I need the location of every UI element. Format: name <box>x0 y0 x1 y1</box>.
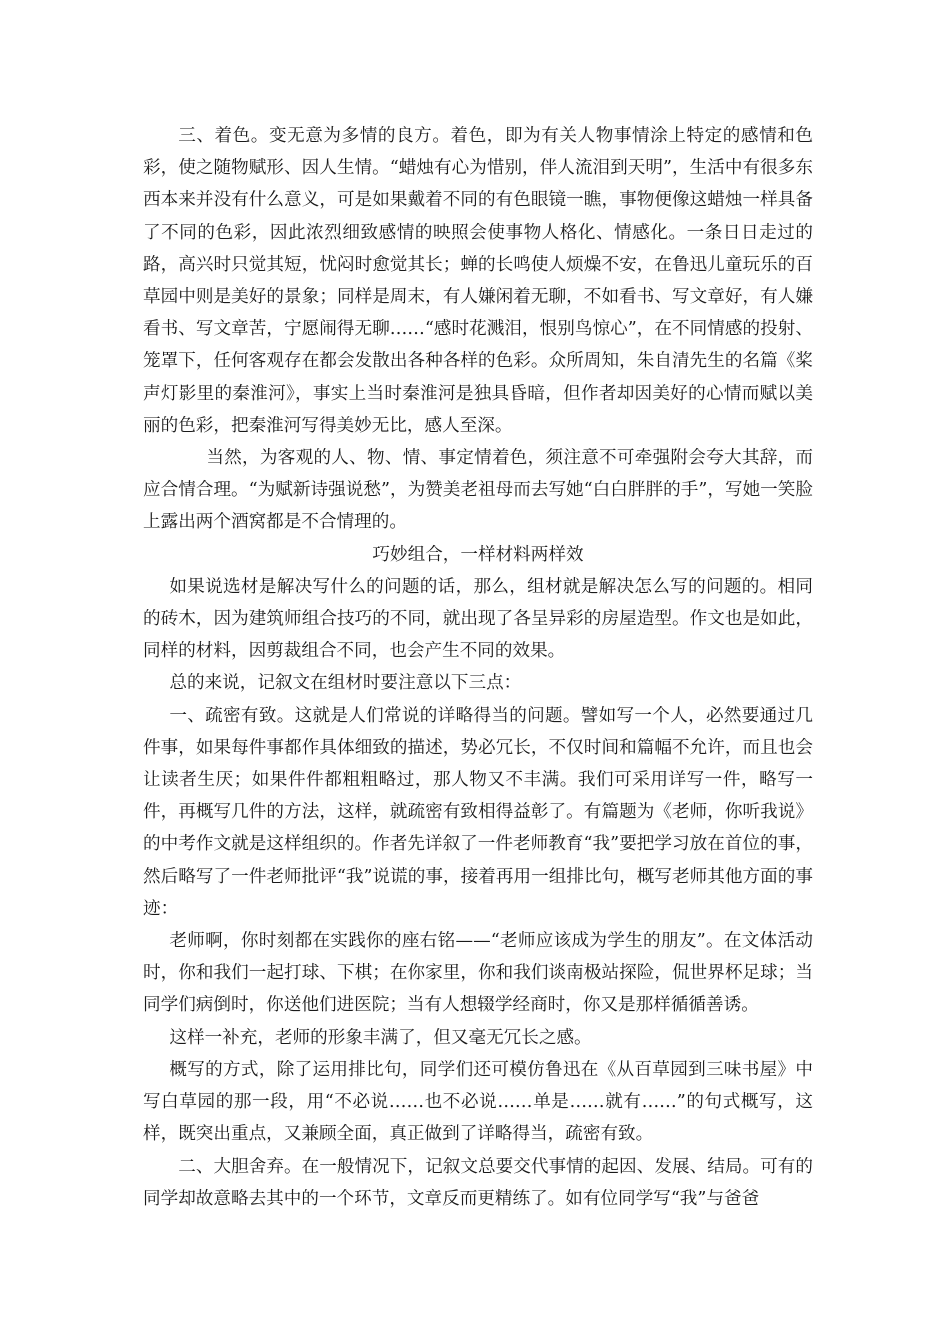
document-body <box>143 120 813 1215</box>
paragraph-summary-method: 概写的方式，除了运用排比句，同学们还可模仿鲁迅在《从百草园到三味书屋》中写白草园的那一段，用“不必说……也不必说……单是……就有……”的句式概写，这样，既突出重点，又兼顾全面，真正做到了详略得当，疏密有致。 <box>143 1059 813 1145</box>
paragraph-teacher-quote: 老师啊，你时刻都在实践你的座右铭——“老师应该成为学生的朋友”。在文体活动时，你和我们一起打球、下棋；在你家里，你和我们谈南极站探险，侃世界杯足球；当同学们病倒时，你送他们进医院；当有人想辍学经商时，你又是那样循循善诱。 <box>143 931 813 1016</box>
section-heading: 巧妙组合，一样材料两样效 <box>372 544 584 565</box>
paragraph-organization-intro: 如果说选材是解决写什么的问题的话，那么，组材就是解决怎么写的问题的。相同的砖木，因为建筑师组合技巧的不同，就出现了各呈异彩的房屋造型。作文也是如此，同样的材料，因剪裁组合不同，也会产生不同的效果。 <box>143 576 813 662</box>
paragraph-three-points: 总的来说，记叙文在组材时要注意以下三点： <box>169 673 522 694</box>
paragraph-supplement: 这样一补充，老师的形象丰满了，但又毫无冗长之感。 <box>169 1027 592 1048</box>
paragraph-bold-omission: 二、大胆舍弃。在一般情况下，记叙文总要交代事情的起因、发展、结局。可有的同学却故意略去其中的一个环节，文章反而更精练了。如有位同学写“我”与爸爸 <box>143 1156 813 1209</box>
paragraph-density: 一、疏密有致。这就是人们常说的详略得当的问题。譬如写一个人，必然要通过几件事，如果每件事都作具体细致的描述，势必冗长，不仅时间和篇幅不允许，而且也会让读者生厌；如果件件都粗粗略过，那人物又不丰满。我们可采用详写一件，略写一件，再概写几件的方法，这样，就疏密有致相得益彰了。有篇题为《老师，你听我说》的中考作文就是这样组织的。作者先详叙了一件老师教育“我”要把学习放在首位的事，然后略写了一件老师批评“我”说谎的事，接着再用一组排比句，概写老师其他方面的事迹： <box>143 705 813 919</box>
paragraph-coloring-caution: 当然，为客观的人、物、情、事定情着色，须注意不可牵强附会夸大其辞，而应合情合理。“为赋新诗强说愁”，为赞美老祖母而去写她“白白胖胖的手”，写她一笑脸上露出两个酒窝都是不合情理的。 <box>143 448 813 533</box>
paragraph-coloring: 三、着色。变无意为多情的良方。着色，即为有关人物事情涂上特定的感情和色彩，使之随物赋形、因人生情。“蜡烛有心为惜别，伴人流泪到天明”，生活中有很多东西本来并没有什么意义，可是如果戴着不同的有色眼镜一瞧，事物便像这蜡烛一样具备了不同的色彩，因此浓烈细致感情的映照会使事物人格化、情感化。一条日日走过的路，高兴时只觉其短，忧闷时愈觉其长；蝉的长鸣使人烦燥不安，在鲁迅儿童玩乐的百草园中则是美好的景象；同样是周末，有人嫌闲着无聊，不如看书、写文章好，有人嫌看书、写文章苦，宁愿闹得无聊……“感时花溅泪，恨别鸟惊心”，在不同情感的投射、笼罩下，任何客观存在都会发散出各种各样的色彩。众所周知，朱自清先生的名篇《桨声灯影里的秦淮河》，事实上当时秦淮河是独具昏暗，但作者却因美好的心情而赋以美丽的色彩，把秦淮河写得美妙无比，感人至深。 <box>143 126 813 436</box>
